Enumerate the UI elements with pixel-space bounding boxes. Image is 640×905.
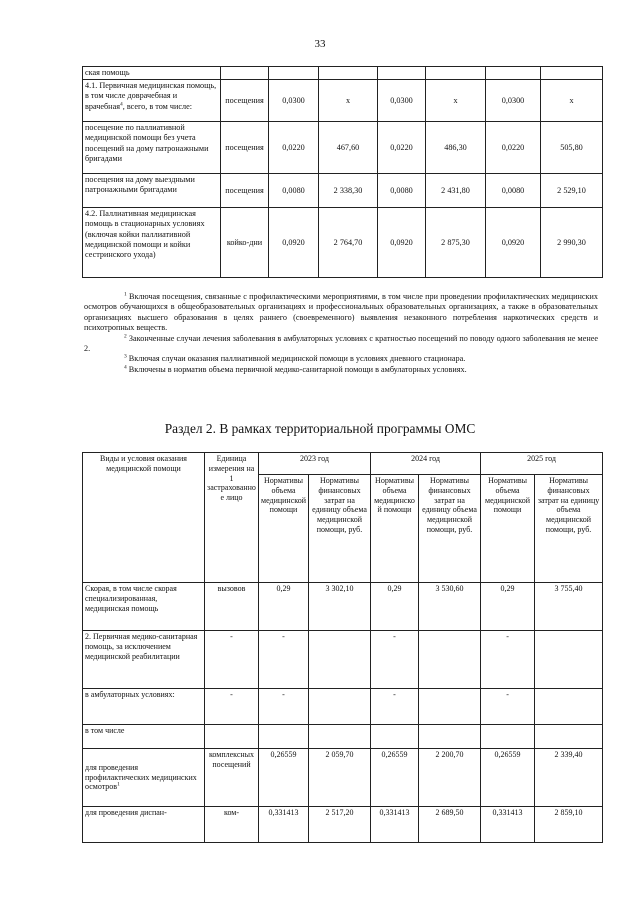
cell-volume-2025 (486, 67, 541, 80)
row-unit: ком- (205, 807, 259, 843)
row-name: 2. Первичная медико-санитарная помощь, за исключением медицинской реабилитации (83, 631, 205, 689)
table-row (83, 80, 603, 122)
row-unit: койко-дни (221, 208, 269, 278)
footnotes (84, 292, 598, 375)
cell-volume-2023 (259, 725, 309, 749)
table-continuation (82, 66, 603, 278)
cell-volume-2025: 0,26559 (481, 749, 535, 807)
cell-cost-2024: 2 200,70 (419, 749, 481, 807)
cell-cost-2023 (309, 631, 371, 689)
cell-volume-2024: 0,29 (371, 583, 419, 631)
header-volume-2025: Нормативы объема медицинской помощи (481, 475, 535, 583)
header-cost-2024: Нормативы финансовых затрат на единицу объема медицинской помощи, руб. (419, 475, 481, 583)
cell-cost-2023 (309, 725, 371, 749)
footnote-number: 1 (124, 291, 127, 298)
header-row-years (83, 453, 603, 475)
cell-cost-2024 (426, 67, 486, 80)
section-heading: Раздел 2. В рамках территориальной программы ОМС (164, 421, 476, 436)
cell-cost-2024: х (426, 80, 486, 122)
cell-cost-2023: 3 302,10 (309, 583, 371, 631)
footnote-text: Законченные случаи лечения заболевания в амбулаторных условиях с кратностью посещений по поводу одного заболевания не менее 2. (84, 333, 599, 354)
cell-cost-2023: 467,60 (319, 122, 378, 174)
cell-cost-2023: х (319, 80, 378, 122)
cell-volume-2024: 0,331413 (371, 807, 419, 843)
cell-volume-2023: 0,26559 (259, 749, 309, 807)
row-name-tail: , всего, в том числе: (122, 101, 193, 111)
table-row (83, 583, 603, 631)
table-row (83, 208, 603, 278)
cell-volume-2023: - (259, 631, 309, 689)
cell-cost-2025 (535, 689, 603, 725)
cell-cost-2024: 486,30 (426, 122, 486, 174)
cell-volume-2024: 0,0920 (378, 208, 426, 278)
row-name: ская помощь (83, 67, 221, 80)
table-row (83, 749, 603, 807)
cell-volume-2024 (378, 67, 426, 80)
cell-volume-2025: 0,0220 (486, 122, 541, 174)
footnote (84, 365, 598, 375)
cell-volume-2023: 0,331413 (259, 807, 309, 843)
row-name: в амбулаторных условиях: (83, 689, 205, 725)
header-volume-2023: Нормативы объема медицинской помощи (259, 475, 309, 583)
cell-cost-2025 (535, 631, 603, 689)
cell-cost-2024 (419, 689, 481, 725)
row-unit: посещения (221, 122, 269, 174)
row-name: в том числе (83, 725, 205, 749)
table-row (83, 631, 603, 689)
cell-cost-2025: 2 990,30 (541, 208, 603, 278)
cell-volume-2025: 0,0300 (486, 80, 541, 122)
cell-volume-2024: 0,0300 (378, 80, 426, 122)
cell-cost-2024: 2 431,80 (426, 174, 486, 208)
cell-volume-2025 (481, 725, 535, 749)
cell-cost-2023: 2 338,30 (319, 174, 378, 208)
row-name: 4.2. Паллиативная медицинская помощь в стационарных условиях (включая койки паллиативной медицинской помощи и койки сестринского ухода) (83, 208, 221, 278)
cell-cost-2025: х (541, 80, 603, 122)
cell-volume-2023: - (259, 689, 309, 725)
footnote-number: 4 (124, 364, 127, 371)
page-number: 33 (314, 38, 326, 50)
cell-volume-2025: 0,331413 (481, 807, 535, 843)
row-name (83, 80, 221, 122)
row-name (83, 749, 205, 807)
table-oms-norms (82, 452, 603, 843)
footnote-ref: 1 (117, 781, 120, 788)
table-row (83, 807, 603, 843)
table-row (83, 122, 603, 174)
cell-cost-2023 (309, 689, 371, 725)
header-cost-2023: Нормативы финансовых затрат на единицу объема медицинской помощи, руб. (309, 475, 371, 583)
cell-cost-2025: 3 755,40 (535, 583, 603, 631)
cell-volume-2023: 0,29 (259, 583, 309, 631)
footnote-ref: 4 (119, 100, 123, 107)
header-type: Виды и условия оказания медицинской помощи (83, 453, 205, 583)
footnote (84, 292, 598, 334)
row-name: Скорая, в том числе скорая специализированная, медицинская помощь (83, 583, 205, 631)
cell-volume-2024: 0,26559 (371, 749, 419, 807)
row-name-text: для проведения профилактических медицинских осмотров (85, 762, 197, 792)
row-unit: посещения (221, 80, 269, 122)
row-unit: посещения (221, 174, 269, 208)
cell-cost-2023: 2 764,70 (319, 208, 378, 278)
footnote-number: 2 (124, 332, 127, 339)
cell-cost-2024: 2 875,30 (426, 208, 486, 278)
cell-cost-2025: 505,80 (541, 122, 603, 174)
header-year-2023: 2023 год (259, 453, 371, 475)
table-row (83, 725, 603, 749)
cell-cost-2025 (535, 725, 603, 749)
row-unit (205, 725, 259, 749)
row-unit: - (205, 631, 259, 689)
cell-volume-2023: 0,0920 (269, 208, 319, 278)
cell-volume-2023: 0,0080 (269, 174, 319, 208)
cell-cost-2025: 2 339,40 (535, 749, 603, 807)
cell-cost-2024 (419, 631, 481, 689)
footnote-text: Включены в норматив объема первичной медико-санитарной помощи в амбулаторных условиях. (128, 364, 467, 374)
header-unit: Единица измерения на 1 застрахованное лицо (205, 453, 259, 583)
cell-cost-2023 (319, 67, 378, 80)
cell-cost-2025: 2 859,10 (535, 807, 603, 843)
cell-volume-2024: 0,0220 (378, 122, 426, 174)
footnote (84, 334, 598, 355)
cell-cost-2023: 2 059,70 (309, 749, 371, 807)
footnote-text: Включая случаи оказания паллиативной медицинской помощи в условиях дневного стационара. (128, 354, 466, 364)
footnote-number: 3 (124, 353, 127, 360)
row-unit: - (205, 689, 259, 725)
cell-cost-2025 (541, 67, 603, 80)
footnote (84, 354, 598, 364)
table-row (83, 67, 603, 80)
header-year-2024: 2024 год (371, 453, 481, 475)
header-volume-2024: Нормативы объема медицинской помощи (371, 475, 419, 583)
row-name: посещения на дому выездными патронажными бригадами (83, 174, 221, 208)
cell-cost-2023: 2 517,20 (309, 807, 371, 843)
cell-volume-2024: 0,0080 (378, 174, 426, 208)
cell-volume-2023: 0,0300 (269, 80, 319, 122)
cell-volume-2025: 0,29 (481, 583, 535, 631)
cell-cost-2025: 2 529,10 (541, 174, 603, 208)
cell-volume-2024: - (371, 689, 419, 725)
header-cost-2025: Нормативы финансовых затрат на единицу объема медицинской помощи, руб. (535, 475, 603, 583)
cell-volume-2025: 0,0080 (486, 174, 541, 208)
cell-cost-2024: 2 689,50 (419, 807, 481, 843)
cell-cost-2024 (419, 725, 481, 749)
cell-volume-2024: - (371, 631, 419, 689)
footnote-text: Включая посещения, связанные с профилактическими мероприятиями, в том числе при проведении профилактических медицинских осмотров обучающихся в общеобразовательных организациях и профессиональных образовательных организациях, а также в образовательных организациях высшего образования в целях раннего (своевременного) выявления незаконного потребления наркотических средств и психотропных веществ. (84, 292, 598, 333)
row-unit (221, 67, 269, 80)
row-name: посещение по паллиативной медицинской помощи без учета посещений на дому патронажными бригадами (83, 122, 221, 174)
cell-volume-2025: - (481, 689, 535, 725)
row-unit: комплексных посещений (205, 749, 259, 807)
cell-volume-2025: - (481, 631, 535, 689)
cell-volume-2023: 0,0220 (269, 122, 319, 174)
table-row (83, 689, 603, 725)
row-name: для проведения диспан- (83, 807, 205, 843)
cell-volume-2024 (371, 725, 419, 749)
cell-volume-2025: 0,0920 (486, 208, 541, 278)
row-unit: вызовов (205, 583, 259, 631)
header-year-2025: 2025 год (481, 453, 603, 475)
cell-cost-2024: 3 530,60 (419, 583, 481, 631)
table-row (83, 174, 603, 208)
cell-volume-2023 (269, 67, 319, 80)
row-name-text: 4.1. Первичная медицинская помощь, в том числе доврачебная и врачебная (85, 81, 217, 111)
